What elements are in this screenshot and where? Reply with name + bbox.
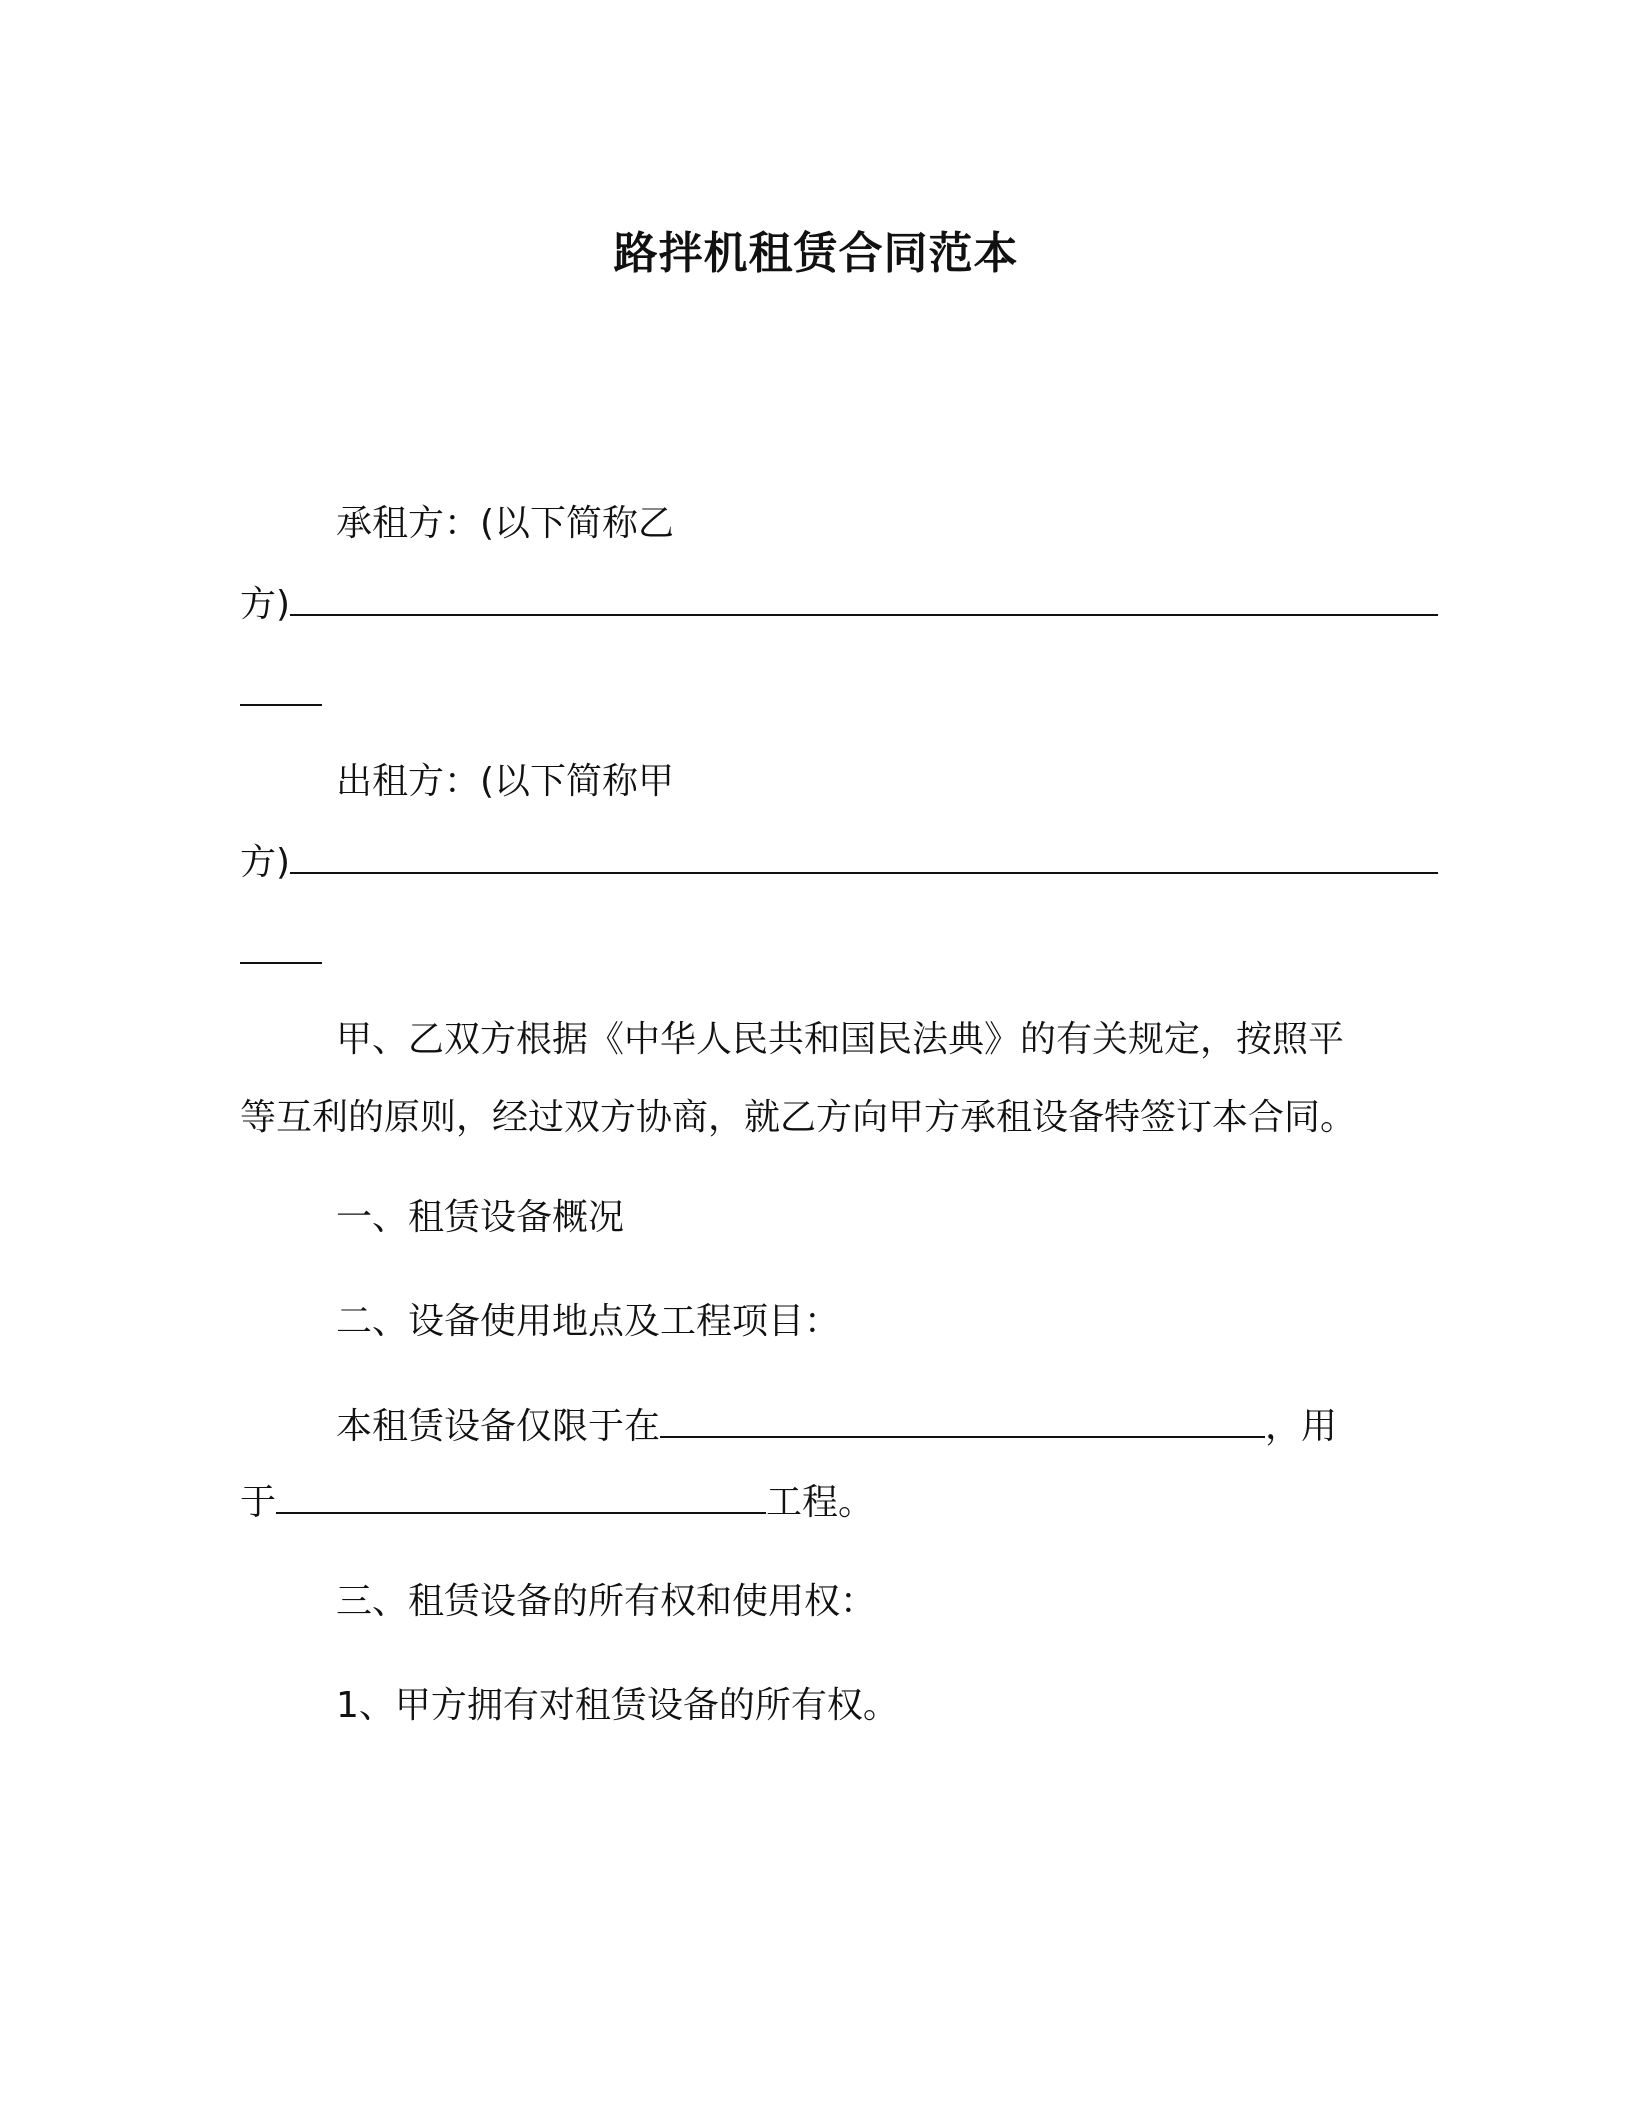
project-line [240,1476,874,1529]
section-2-heading: 二、设备使用地点及工程项目： [336,1301,841,1342]
project-blank [276,1476,766,1514]
section-3-heading: 三、租赁设备的所有权和使用权： [336,1581,877,1622]
preamble-line-2: 等互利的原则，经过双方协商，就乙方向甲方承租设备特签订本合同。 [240,1097,1357,1138]
usage-location-blank [660,1400,1265,1438]
lessee-fill-line [240,578,1438,631]
section-3-item-1: 1、甲方拥有对租赁设备的所有权。 [336,1685,899,1726]
lessee-blank [290,578,1438,616]
lessee-label: 承租方：(以下简称乙 [336,503,675,544]
section-1-heading: 一、租赁设备概况 [336,1197,625,1238]
usage-location-line [336,1400,1337,1453]
lessor-continuation: 方) [240,842,291,883]
lessor-label: 出租方：(以下简称甲 [336,761,675,802]
project-suffix: 工程。 [766,1482,875,1523]
document-title: 路拌机租赁合同范本 [613,228,1019,279]
lessee-fill-tail [240,668,322,721]
lessor-blank-tail [240,926,322,964]
lessor-fill-line [240,836,1438,889]
lessor-fill-tail [240,926,322,979]
lessee-continuation: 方) [240,584,291,625]
project-prefix: 于 [240,1482,277,1523]
lessee-blank-tail [240,668,322,706]
usage-location-suffix: ，用 [1265,1406,1338,1447]
preamble-line-1: 甲、乙双方根据《中华人民共和国民法典》的有关规定，按照平 [336,1019,1345,1060]
lessor-blank [290,836,1438,874]
usage-location-prefix: 本租赁设备仅限于在 [336,1406,661,1447]
